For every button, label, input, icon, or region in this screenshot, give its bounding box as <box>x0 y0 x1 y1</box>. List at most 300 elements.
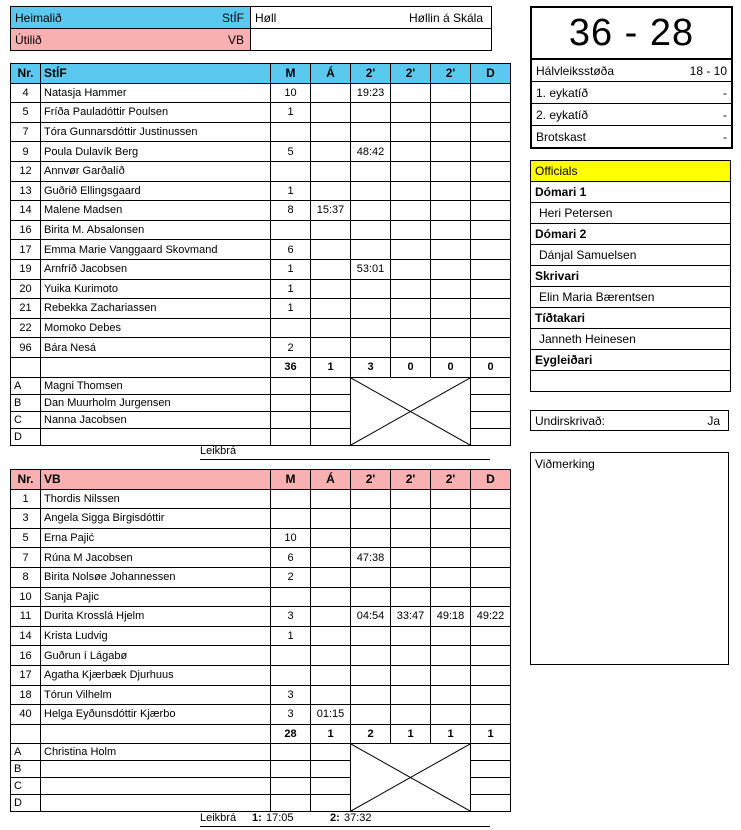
staff-row <box>11 744 511 761</box>
staff-a <box>311 411 351 428</box>
player-s2 <box>391 489 431 509</box>
player-a: 01:15 <box>311 705 351 725</box>
player-s1: 53:01 <box>351 259 391 279</box>
staff-name <box>41 778 271 795</box>
player-name: Arnfríð Jacobsen <box>41 259 271 279</box>
player-s2 <box>391 318 431 338</box>
player-row <box>11 142 511 162</box>
player-a <box>311 528 351 548</box>
player-m <box>271 665 311 685</box>
player-d <box>471 122 511 142</box>
staff-m <box>271 428 311 445</box>
player-a <box>311 279 351 299</box>
player-s3 <box>431 122 471 142</box>
player-a <box>311 83 351 103</box>
signed-row <box>530 410 729 431</box>
player-m <box>271 318 311 338</box>
staff-m <box>271 795 311 812</box>
staff-d <box>471 761 511 778</box>
col-2: Á <box>311 64 351 84</box>
player-s3 <box>431 240 471 260</box>
total-s1: 2 <box>351 724 391 744</box>
player-s2 <box>391 240 431 260</box>
staff-letter: A <box>11 744 41 761</box>
official-role: Tíðtakari <box>531 307 730 328</box>
player-d <box>471 548 511 568</box>
score-detail-value: - <box>723 129 727 144</box>
remarks-label: Viðmerking <box>535 457 595 471</box>
player-number: 7 <box>11 122 41 142</box>
player-s1 <box>351 279 391 299</box>
staff-name: Christina Holm <box>41 744 271 761</box>
player-number: 19 <box>11 259 41 279</box>
score-detail-label: 2. eykatíð <box>536 107 589 122</box>
player-row <box>11 299 511 319</box>
player-name: Annvør Garðalíð <box>41 161 271 181</box>
player-number: 11 <box>11 607 41 627</box>
player-s1 <box>351 587 391 607</box>
player-d <box>471 626 511 646</box>
player-m: 8 <box>271 201 311 221</box>
player-s1 <box>351 240 391 260</box>
player-name: Momoko Debes <box>41 318 271 338</box>
total-m: 28 <box>271 724 311 744</box>
player-name: Krista Ludvig <box>41 626 271 646</box>
totals-blank <box>41 357 271 377</box>
player-number: 17 <box>11 665 41 685</box>
player-a <box>311 299 351 319</box>
player-name: Guðrið Ellingsgaard <box>41 181 271 201</box>
player-row <box>11 181 511 201</box>
player-row <box>11 240 511 260</box>
player-s1 <box>351 489 391 509</box>
total-s3: 1 <box>431 724 471 744</box>
official-name: Heri Petersen <box>531 202 730 223</box>
away-team-cell <box>11 29 251 50</box>
player-s1 <box>351 646 391 666</box>
player-a <box>311 122 351 142</box>
signed-label: Undirskrivað: <box>535 413 606 428</box>
player-row <box>11 489 511 509</box>
player-s2 <box>391 685 431 705</box>
col-1: M <box>271 470 311 490</box>
player-s3 <box>431 220 471 240</box>
venue-short: Høll <box>255 10 277 25</box>
staff-m <box>271 394 311 411</box>
player-number: 16 <box>11 220 41 240</box>
staff-name <box>41 795 271 812</box>
player-s1 <box>351 509 391 529</box>
timeouts-label: Leikbrá <box>200 445 237 457</box>
staff-crossed-cell <box>351 744 471 812</box>
player-m: 3 <box>271 685 311 705</box>
timeout-1-label: 1: <box>252 812 262 824</box>
player-number: 5 <box>11 528 41 548</box>
player-name: Tórun Vilhelm <box>41 685 271 705</box>
player-name: Guðrun í Lágabø <box>41 646 271 666</box>
player-d <box>471 318 511 338</box>
player-m: 1 <box>271 181 311 201</box>
player-name: Tóra Gunnarsdóttir Justinussen <box>41 122 271 142</box>
player-m: 5 <box>271 142 311 162</box>
player-d <box>471 646 511 666</box>
col-team-name: StÍF <box>41 64 271 84</box>
player-row <box>11 509 511 529</box>
player-number: 10 <box>11 587 41 607</box>
home-timeouts <box>200 445 490 460</box>
totals-blank <box>41 724 271 744</box>
player-s3 <box>431 142 471 162</box>
player-a <box>311 142 351 162</box>
player-s3 <box>431 338 471 358</box>
home-team-cell <box>11 7 251 28</box>
player-row <box>11 685 511 705</box>
staff-m <box>271 411 311 428</box>
player-s2 <box>391 122 431 142</box>
player-s3 <box>431 181 471 201</box>
player-row <box>11 279 511 299</box>
staff-a <box>311 377 351 394</box>
player-s1: 19:23 <box>351 83 391 103</box>
score-panel <box>530 6 733 149</box>
player-s2 <box>391 279 431 299</box>
player-m <box>271 509 311 529</box>
player-s2 <box>391 567 431 587</box>
player-m: 1 <box>271 626 311 646</box>
player-s2 <box>391 259 431 279</box>
player-name: Natasja Hammer <box>41 83 271 103</box>
player-d <box>471 665 511 685</box>
player-s2: 33:47 <box>391 607 431 627</box>
player-a <box>311 587 351 607</box>
player-s1 <box>351 665 391 685</box>
player-number: 13 <box>11 181 41 201</box>
player-s3: 49:18 <box>431 607 471 627</box>
staff-a <box>311 394 351 411</box>
total-s2: 1 <box>391 724 431 744</box>
total-s3: 0 <box>431 357 471 377</box>
player-d <box>471 240 511 260</box>
totals-row <box>11 357 511 377</box>
player-s3 <box>431 705 471 725</box>
player-s1 <box>351 528 391 548</box>
staff-letter: D <box>11 795 41 812</box>
player-m <box>271 161 311 181</box>
player-a <box>311 259 351 279</box>
col-4: 2' <box>391 470 431 490</box>
staff-d <box>471 394 511 411</box>
venue-cell <box>251 7 491 28</box>
player-number: 1 <box>11 489 41 509</box>
away-timeouts <box>200 812 490 827</box>
cross-mark <box>351 378 470 445</box>
player-s2 <box>391 161 431 181</box>
player-row <box>11 626 511 646</box>
staff-letter: C <box>11 778 41 795</box>
staff-name <box>41 761 271 778</box>
player-s3 <box>431 279 471 299</box>
player-a <box>311 181 351 201</box>
player-m: 1 <box>271 103 311 123</box>
official-role: Skrivari <box>531 265 730 286</box>
col-2: Á <box>311 470 351 490</box>
player-s2 <box>391 509 431 529</box>
player-number: 20 <box>11 279 41 299</box>
player-number: 40 <box>11 705 41 725</box>
player-s3 <box>431 587 471 607</box>
totals-row <box>11 724 511 744</box>
player-row <box>11 83 511 103</box>
player-m <box>271 122 311 142</box>
player-d <box>471 103 511 123</box>
player-s2 <box>391 528 431 548</box>
player-s3 <box>431 626 471 646</box>
player-row <box>11 528 511 548</box>
total-a: 1 <box>311 357 351 377</box>
staff-letter: B <box>11 761 41 778</box>
total-d: 0 <box>471 357 511 377</box>
player-d <box>471 705 511 725</box>
player-number: 12 <box>11 161 41 181</box>
player-name: Thordis Nilssen <box>41 489 271 509</box>
staff-d <box>471 411 511 428</box>
score-detail-label: Brotskast <box>536 129 587 144</box>
player-row <box>11 665 511 685</box>
player-a <box>311 685 351 705</box>
player-s3 <box>431 201 471 221</box>
player-m: 2 <box>271 567 311 587</box>
player-s2 <box>391 83 431 103</box>
player-a <box>311 548 351 568</box>
player-name: Agatha Kjærbæk Djurhuus <box>41 665 271 685</box>
player-number: 14 <box>11 626 41 646</box>
player-number: 21 <box>11 299 41 319</box>
player-s3 <box>431 318 471 338</box>
venue-empty-cell <box>251 29 491 50</box>
staff-letter: A <box>11 377 41 394</box>
player-s1 <box>351 318 391 338</box>
player-s1 <box>351 122 391 142</box>
player-m: 10 <box>271 528 311 548</box>
away-label: Útilið <box>15 32 42 47</box>
player-name: Angela Sigga Birgisdóttir <box>41 509 271 529</box>
player-row <box>11 646 511 666</box>
player-d <box>471 201 511 221</box>
staff-d <box>471 778 511 795</box>
player-m: 10 <box>271 83 311 103</box>
player-name: Yuika Kurimoto <box>41 279 271 299</box>
score-detail-row <box>532 103 731 125</box>
player-number: 16 <box>11 646 41 666</box>
remarks-box <box>530 452 729 665</box>
player-s2 <box>391 201 431 221</box>
timeout-1-time: 17:05 <box>266 812 294 824</box>
player-number: 4 <box>11 83 41 103</box>
player-s2 <box>391 103 431 123</box>
col-6: D <box>471 64 511 84</box>
player-m: 1 <box>271 279 311 299</box>
score-detail-value: - <box>723 85 727 100</box>
staff-d <box>471 744 511 761</box>
player-row <box>11 705 511 725</box>
player-s1 <box>351 567 391 587</box>
timeout-2-time: 37:32 <box>344 812 372 824</box>
home-roster-table <box>10 63 511 446</box>
score-detail-row <box>532 81 731 103</box>
col-5: 2' <box>431 470 471 490</box>
player-name: Erna Pajić <box>41 528 271 548</box>
player-s2 <box>391 181 431 201</box>
player-row <box>11 201 511 221</box>
totals-blank <box>11 724 41 744</box>
player-s3 <box>431 509 471 529</box>
player-s2 <box>391 338 431 358</box>
col-nr: Nr. <box>11 64 41 84</box>
player-row <box>11 103 511 123</box>
staff-m <box>271 761 311 778</box>
staff-m <box>271 744 311 761</box>
player-number: 7 <box>11 548 41 568</box>
header-row <box>11 470 511 490</box>
staff-letter: B <box>11 394 41 411</box>
total-s1: 3 <box>351 357 391 377</box>
player-m <box>271 220 311 240</box>
player-row <box>11 587 511 607</box>
staff-a <box>311 428 351 445</box>
col-6: D <box>471 470 511 490</box>
player-d <box>471 83 511 103</box>
team-header <box>10 6 492 51</box>
player-s1 <box>351 161 391 181</box>
player-s3 <box>431 528 471 548</box>
home-team-name: StÍF <box>221 10 244 25</box>
staff-d <box>471 377 511 394</box>
player-row <box>11 220 511 240</box>
staff-letter: C <box>11 411 41 428</box>
player-d <box>471 509 511 529</box>
player-s1 <box>351 220 391 240</box>
player-d <box>471 528 511 548</box>
player-a <box>311 489 351 509</box>
staff-crossed-cell <box>351 377 471 445</box>
player-d: 49:22 <box>471 607 511 627</box>
officials-title: Officials <box>531 161 730 182</box>
player-m: 2 <box>271 338 311 358</box>
player-s3 <box>431 665 471 685</box>
col-5: 2' <box>431 64 471 84</box>
player-s3 <box>431 489 471 509</box>
player-name: Birita Nolsøe Johannessen <box>41 567 271 587</box>
player-m: 6 <box>271 240 311 260</box>
staff-d <box>471 428 511 445</box>
player-s3 <box>431 548 471 568</box>
score-detail-value: 18 - 10 <box>689 63 727 78</box>
staff-a <box>311 778 351 795</box>
player-s3 <box>431 685 471 705</box>
player-s1 <box>351 201 391 221</box>
player-a: 15:37 <box>311 201 351 221</box>
player-a <box>311 665 351 685</box>
player-s1 <box>351 338 391 358</box>
score-detail-label: Hálvleiksstøða <box>536 63 615 78</box>
player-d <box>471 567 511 587</box>
totals-blank <box>11 357 41 377</box>
player-a <box>311 161 351 181</box>
score-detail-value: - <box>723 107 727 122</box>
player-s3 <box>431 299 471 319</box>
player-d <box>471 142 511 162</box>
player-number: 3 <box>11 509 41 529</box>
col-1: M <box>271 64 311 84</box>
player-number: 14 <box>11 201 41 221</box>
player-s1: 04:54 <box>351 607 391 627</box>
col-4: 2' <box>391 64 431 84</box>
player-d <box>471 489 511 509</box>
player-d <box>471 685 511 705</box>
official-role: Eygleiðari <box>531 349 730 370</box>
player-d <box>471 338 511 358</box>
player-a <box>311 220 351 240</box>
player-m <box>271 646 311 666</box>
player-a <box>311 338 351 358</box>
player-row <box>11 548 511 568</box>
player-s3 <box>431 103 471 123</box>
player-name: Poula Dulavík Berg <box>41 142 271 162</box>
player-name: Rúna M Jacobsen <box>41 548 271 568</box>
player-m: 3 <box>271 705 311 725</box>
staff-m <box>271 778 311 795</box>
player-s1 <box>351 103 391 123</box>
player-m: 3 <box>271 607 311 627</box>
player-a <box>311 240 351 260</box>
player-s3 <box>431 259 471 279</box>
player-s3 <box>431 646 471 666</box>
total-d: 1 <box>471 724 511 744</box>
player-name: Rebekka Zachariassen <box>41 299 271 319</box>
official-name: Janneth Heinesen <box>531 328 730 349</box>
player-a <box>311 607 351 627</box>
player-s2 <box>391 665 431 685</box>
away-team-row <box>11 28 491 50</box>
player-s3 <box>431 83 471 103</box>
player-s2 <box>391 220 431 240</box>
official-name: Elin Maria Bærentsen <box>531 286 730 307</box>
player-s1 <box>351 626 391 646</box>
player-m: 6 <box>271 548 311 568</box>
staff-a <box>311 761 351 778</box>
score-detail-label: 1. eykatíð <box>536 85 589 100</box>
player-number: 8 <box>11 567 41 587</box>
player-name: Malene Madsen <box>41 201 271 221</box>
home-team-row <box>11 7 491 28</box>
player-name: Emma Marie Vanggaard Skovmand <box>41 240 271 260</box>
staff-d <box>471 795 511 812</box>
player-m <box>271 489 311 509</box>
official-name <box>531 370 730 391</box>
staff-row <box>11 377 511 394</box>
player-s3 <box>431 161 471 181</box>
player-row <box>11 607 511 627</box>
player-name: Birita M. Absalonsen <box>41 220 271 240</box>
player-number: 17 <box>11 240 41 260</box>
official-role: Dómari 2 <box>531 223 730 244</box>
staff-name: Nanna Jacobsen <box>41 411 271 428</box>
player-row <box>11 122 511 142</box>
player-number: 22 <box>11 318 41 338</box>
player-m: 1 <box>271 299 311 319</box>
player-s2 <box>391 142 431 162</box>
total-m: 36 <box>271 357 311 377</box>
